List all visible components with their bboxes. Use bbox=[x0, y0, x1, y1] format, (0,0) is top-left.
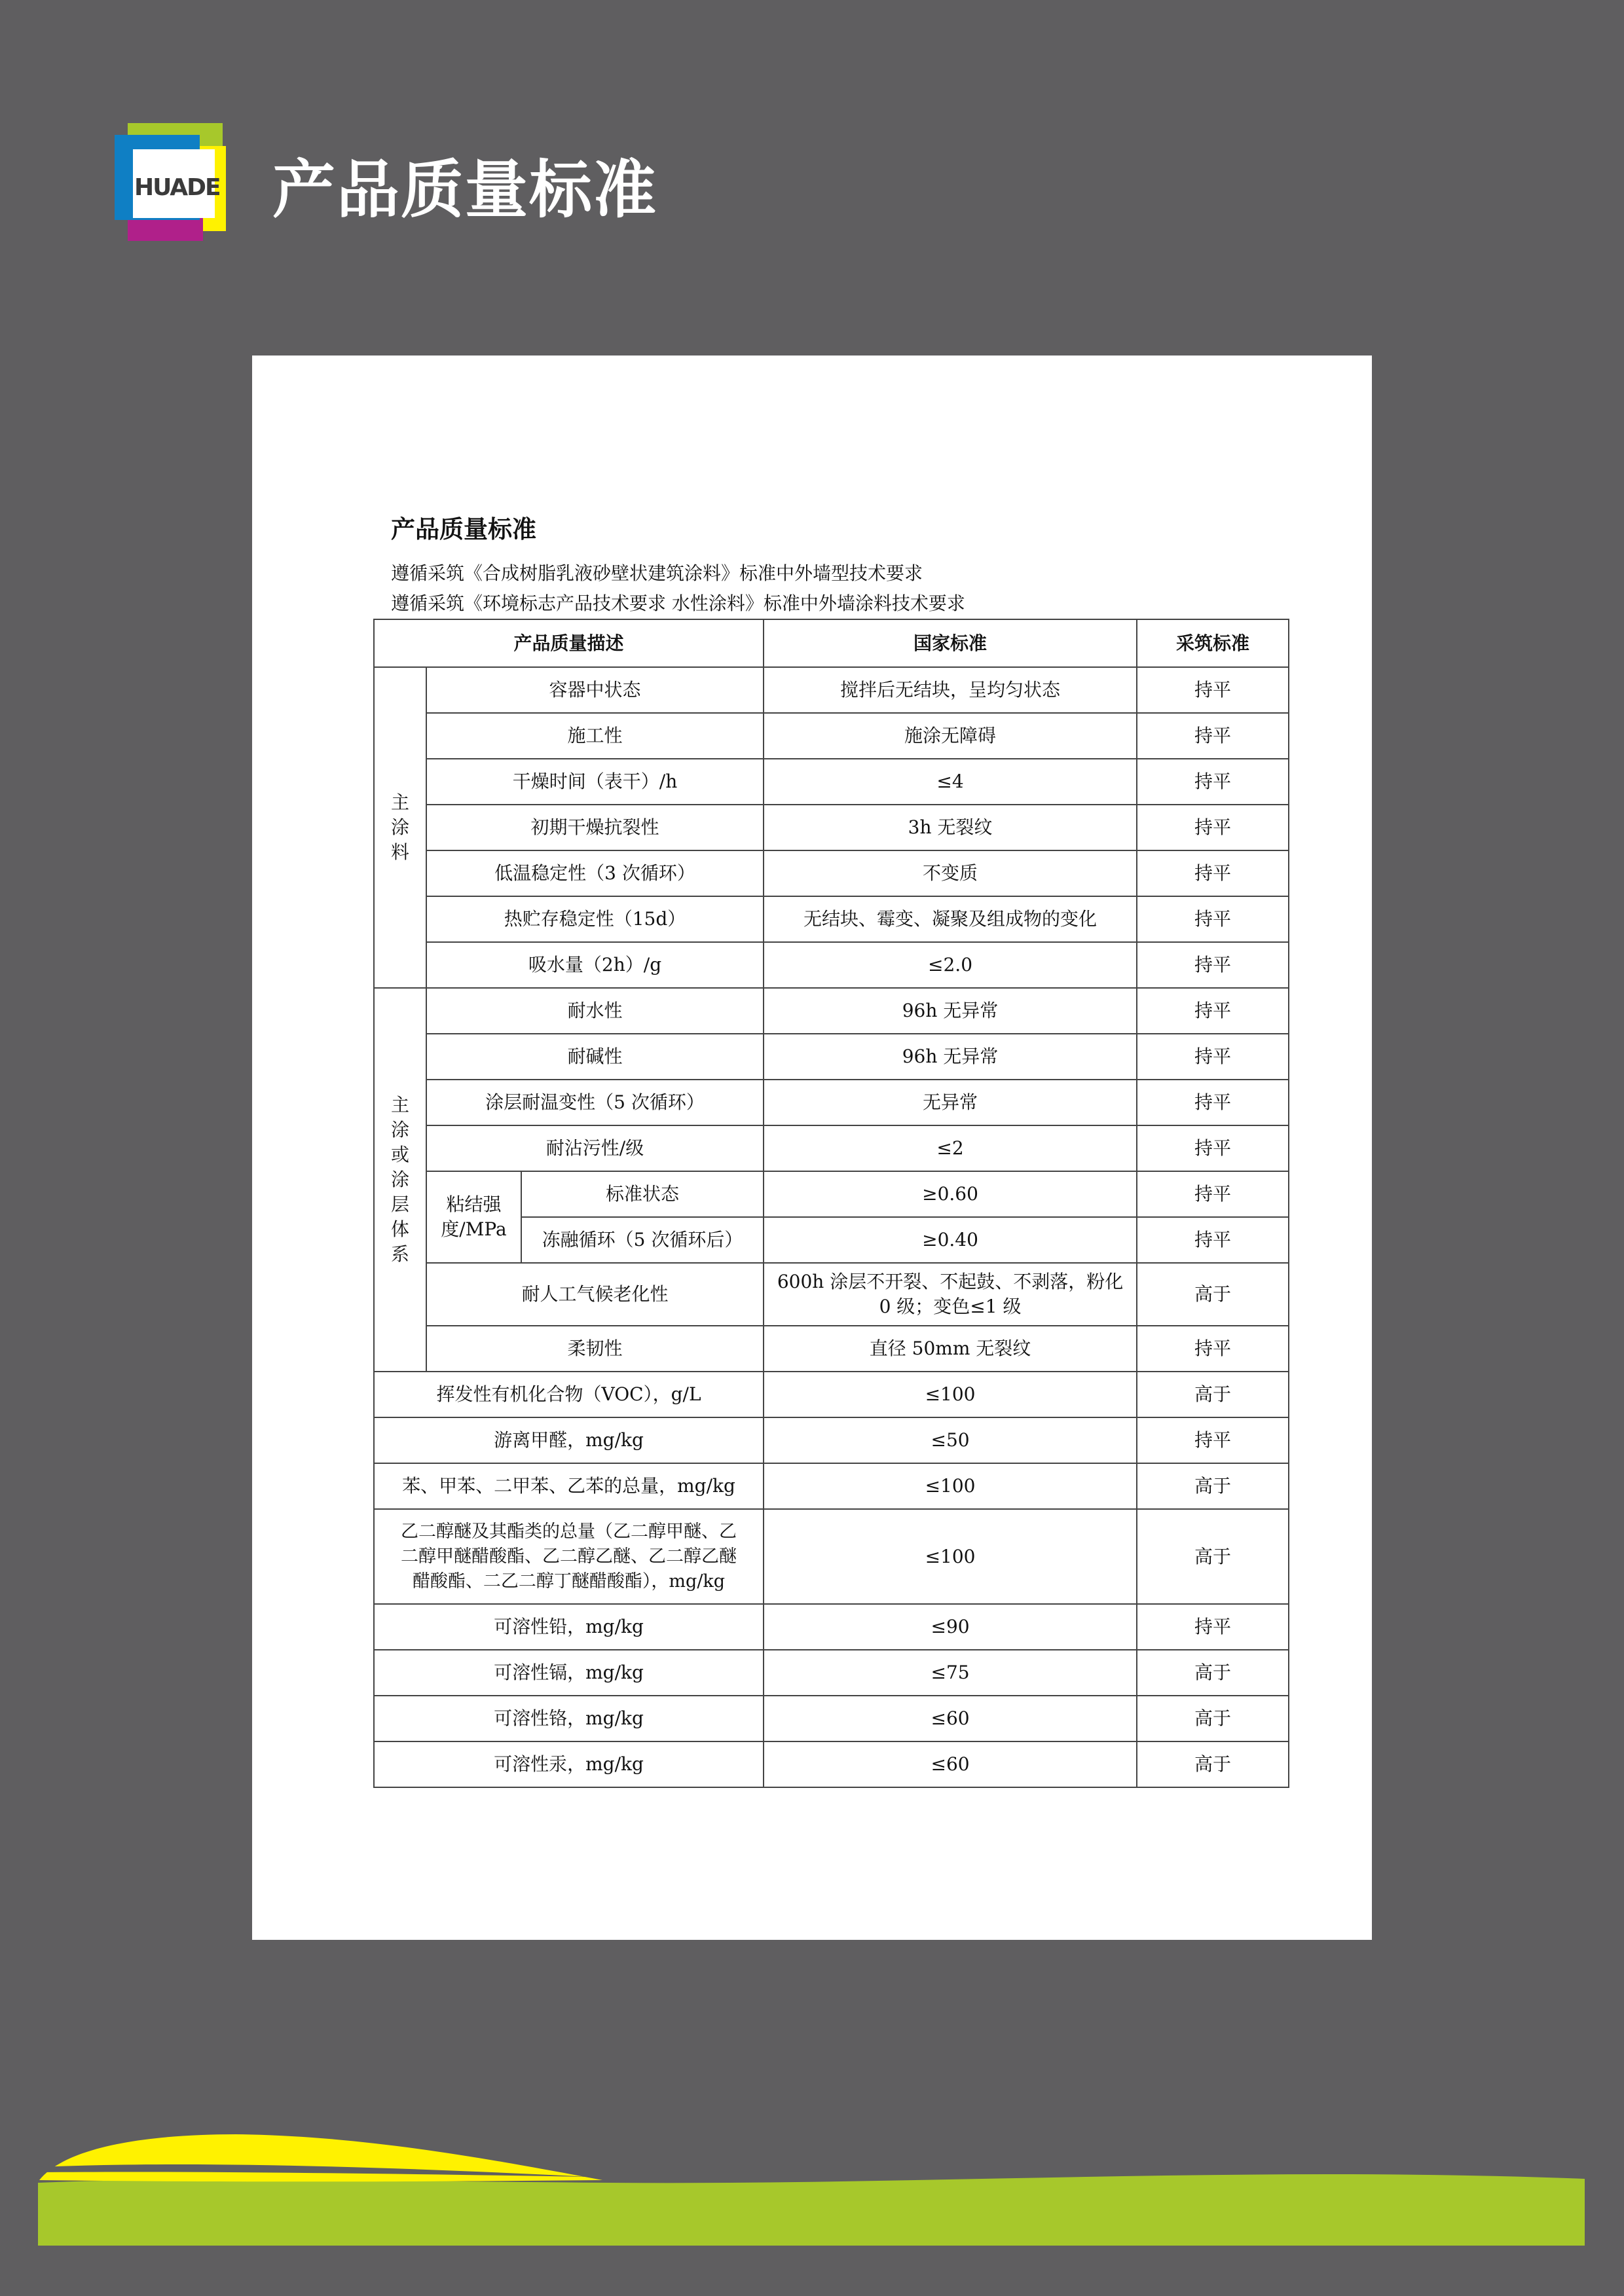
logo-text: HUADE bbox=[134, 174, 220, 201]
row-description: 耐水性 bbox=[426, 988, 764, 1034]
desc-line: 二醇甲醚醋酸酯、乙二醇乙醚、乙二醇乙醚 bbox=[401, 1546, 737, 1567]
row-caizhu: 高于 bbox=[1137, 1372, 1289, 1417]
table-row bbox=[374, 1372, 1289, 1417]
row-national: 无异常 bbox=[764, 1080, 1137, 1125]
group-label-text: 主涂或涂层体系 bbox=[390, 1094, 409, 1265]
table-row bbox=[374, 1650, 1289, 1696]
row-caizhu: 持平 bbox=[1137, 942, 1289, 988]
intro-line: 遵循采筑《环境标志产品技术要求 水性涂料》标准中外墙涂料技术要求 bbox=[391, 592, 965, 614]
row-description: 初期干燥抗裂性 bbox=[426, 805, 764, 850]
row-caizhu: 持平 bbox=[1137, 1217, 1289, 1263]
document-intro bbox=[391, 558, 965, 619]
column-header-caizhu: 采筑标准 bbox=[1137, 619, 1289, 667]
green-wave bbox=[38, 2174, 1585, 2246]
row-national bbox=[764, 1263, 1137, 1326]
row-caizhu: 持平 bbox=[1137, 1326, 1289, 1372]
row-description: 可溶性镉，mg/kg bbox=[374, 1650, 764, 1696]
table-row bbox=[374, 713, 1289, 759]
row-national: 不变质 bbox=[764, 850, 1137, 896]
intro-line: 遵循采筑《合成树脂乳液砂壁状建筑涂料》标准中外墙型技术要求 bbox=[391, 562, 923, 584]
row-description: 耐沾污性/级 bbox=[426, 1125, 764, 1171]
table-row bbox=[374, 1696, 1289, 1741]
row-national: 搅拌后无结块，呈均匀状态 bbox=[764, 667, 1137, 713]
row-caizhu: 高于 bbox=[1137, 1650, 1289, 1696]
row-caizhu: 持平 bbox=[1137, 1080, 1289, 1125]
row-description: 冻融循环（5 次循环后） bbox=[521, 1217, 764, 1263]
row-national: ≤2 bbox=[764, 1125, 1137, 1171]
row-caizhu: 持平 bbox=[1137, 1171, 1289, 1217]
table-row bbox=[374, 1417, 1289, 1463]
national-line: 0 级；变色≤1 级 bbox=[879, 1296, 1022, 1317]
row-description: 耐碱性 bbox=[426, 1034, 764, 1080]
table-row bbox=[374, 1171, 1289, 1217]
row-national: ≤50 bbox=[764, 1417, 1137, 1463]
row-national: 直径 50mm 无裂纹 bbox=[764, 1326, 1137, 1372]
table-row bbox=[374, 1326, 1289, 1372]
row-description: 热贮存稳定性（15d） bbox=[426, 896, 764, 942]
row-caizhu: 高于 bbox=[1137, 1741, 1289, 1787]
row-national: ≤100 bbox=[764, 1509, 1137, 1604]
quality-standard-table bbox=[373, 619, 1289, 1788]
group-label-main-coating bbox=[374, 667, 426, 988]
row-national: ≤4 bbox=[764, 759, 1137, 805]
row-description: 游离甲醛，mg/kg bbox=[374, 1417, 764, 1463]
table-row bbox=[374, 1034, 1289, 1080]
row-description: 可溶性铅，mg/kg bbox=[374, 1604, 764, 1650]
row-description: 吸水量（2h）/g bbox=[426, 942, 764, 988]
group-label-coating-system bbox=[374, 988, 426, 1372]
row-national: ≥0.60 bbox=[764, 1171, 1137, 1217]
row-description: 可溶性汞，mg/kg bbox=[374, 1741, 764, 1787]
table-row bbox=[374, 1125, 1289, 1171]
document-sheet bbox=[252, 355, 1372, 1940]
group-label-text: 主涂料 bbox=[390, 792, 409, 863]
row-caizhu: 高于 bbox=[1137, 1263, 1289, 1326]
bond-strength-label bbox=[426, 1171, 521, 1263]
row-national: ≤60 bbox=[764, 1741, 1137, 1787]
table-row bbox=[374, 942, 1289, 988]
row-caizhu: 持平 bbox=[1137, 1604, 1289, 1650]
decorative-waves bbox=[0, 2108, 1624, 2296]
row-caizhu: 持平 bbox=[1137, 805, 1289, 850]
row-caizhu: 持平 bbox=[1137, 713, 1289, 759]
table-header-row bbox=[374, 619, 1289, 667]
row-description: 涂层耐温变性（5 次循环） bbox=[426, 1080, 764, 1125]
row-description: 标准状态 bbox=[521, 1171, 764, 1217]
table-row bbox=[374, 1463, 1289, 1509]
document-title: 产品质量标准 bbox=[391, 515, 536, 543]
row-caizhu: 持平 bbox=[1137, 988, 1289, 1034]
bond-label-line: 粘结强 bbox=[446, 1194, 502, 1215]
column-header-national: 国家标准 bbox=[764, 619, 1137, 667]
row-national: ≤75 bbox=[764, 1650, 1137, 1696]
table-row bbox=[374, 1509, 1289, 1604]
row-national: ≤90 bbox=[764, 1604, 1137, 1650]
national-line: 600h 涂层不开裂、不起鼓、不剥落，粉化 bbox=[777, 1271, 1124, 1292]
row-description: 可溶性铬，mg/kg bbox=[374, 1696, 764, 1741]
row-national: ≤100 bbox=[764, 1463, 1137, 1509]
row-description: 低温稳定性（3 次循环） bbox=[426, 850, 764, 896]
row-caizhu: 持平 bbox=[1137, 667, 1289, 713]
row-caizhu: 持平 bbox=[1137, 1034, 1289, 1080]
desc-line: 醋酸酯、二乙二醇丁醚醋酸酯），mg/kg bbox=[412, 1571, 726, 1592]
row-caizhu: 高于 bbox=[1137, 1696, 1289, 1741]
table-row bbox=[374, 1263, 1289, 1326]
desc-line: 乙二醇醚及其酯类的总量（乙二醇甲醚、乙 bbox=[401, 1521, 737, 1542]
row-description: 容器中状态 bbox=[426, 667, 764, 713]
row-caizhu: 高于 bbox=[1137, 1463, 1289, 1509]
row-description: 干燥时间（表干）/h bbox=[426, 759, 764, 805]
table-row bbox=[374, 988, 1289, 1034]
row-description: 柔韧性 bbox=[426, 1326, 764, 1372]
row-national: 施涂无障碍 bbox=[764, 713, 1137, 759]
header-title: 产品质量标准 bbox=[272, 153, 657, 227]
row-national: 无结块、霉变、凝聚及组成物的变化 bbox=[764, 896, 1137, 942]
table-row bbox=[374, 1741, 1289, 1787]
row-caizhu: 持平 bbox=[1137, 896, 1289, 942]
row-national: 96h 无异常 bbox=[764, 1034, 1137, 1080]
row-caizhu: 持平 bbox=[1137, 759, 1289, 805]
table-row bbox=[374, 1080, 1289, 1125]
row-description: 施工性 bbox=[426, 713, 764, 759]
row-national: ≤100 bbox=[764, 1372, 1137, 1417]
row-national: ≥0.40 bbox=[764, 1217, 1137, 1263]
row-description: 挥发性有机化合物（VOC），g/L bbox=[374, 1372, 764, 1417]
table-row bbox=[374, 850, 1289, 896]
huade-logo bbox=[115, 123, 229, 247]
table-row bbox=[374, 896, 1289, 942]
row-caizhu: 高于 bbox=[1137, 1509, 1289, 1604]
table-row bbox=[374, 759, 1289, 805]
row-caizhu: 持平 bbox=[1137, 850, 1289, 896]
row-national: 96h 无异常 bbox=[764, 988, 1137, 1034]
row-caizhu: 持平 bbox=[1137, 1417, 1289, 1463]
table-row bbox=[374, 667, 1289, 713]
row-national: ≤2.0 bbox=[764, 942, 1137, 988]
row-description bbox=[374, 1509, 764, 1604]
row-description: 耐人工气候老化性 bbox=[426, 1263, 764, 1326]
row-national: ≤60 bbox=[764, 1696, 1137, 1741]
table-row bbox=[374, 805, 1289, 850]
column-header-description: 产品质量描述 bbox=[374, 619, 764, 667]
row-description: 苯、甲苯、二甲苯、乙苯的总量，mg/kg bbox=[374, 1463, 764, 1509]
table-row bbox=[374, 1604, 1289, 1650]
row-national: 3h 无裂纹 bbox=[764, 805, 1137, 850]
bond-label-line: 度/MPa bbox=[441, 1218, 507, 1240]
row-caizhu: 持平 bbox=[1137, 1125, 1289, 1171]
